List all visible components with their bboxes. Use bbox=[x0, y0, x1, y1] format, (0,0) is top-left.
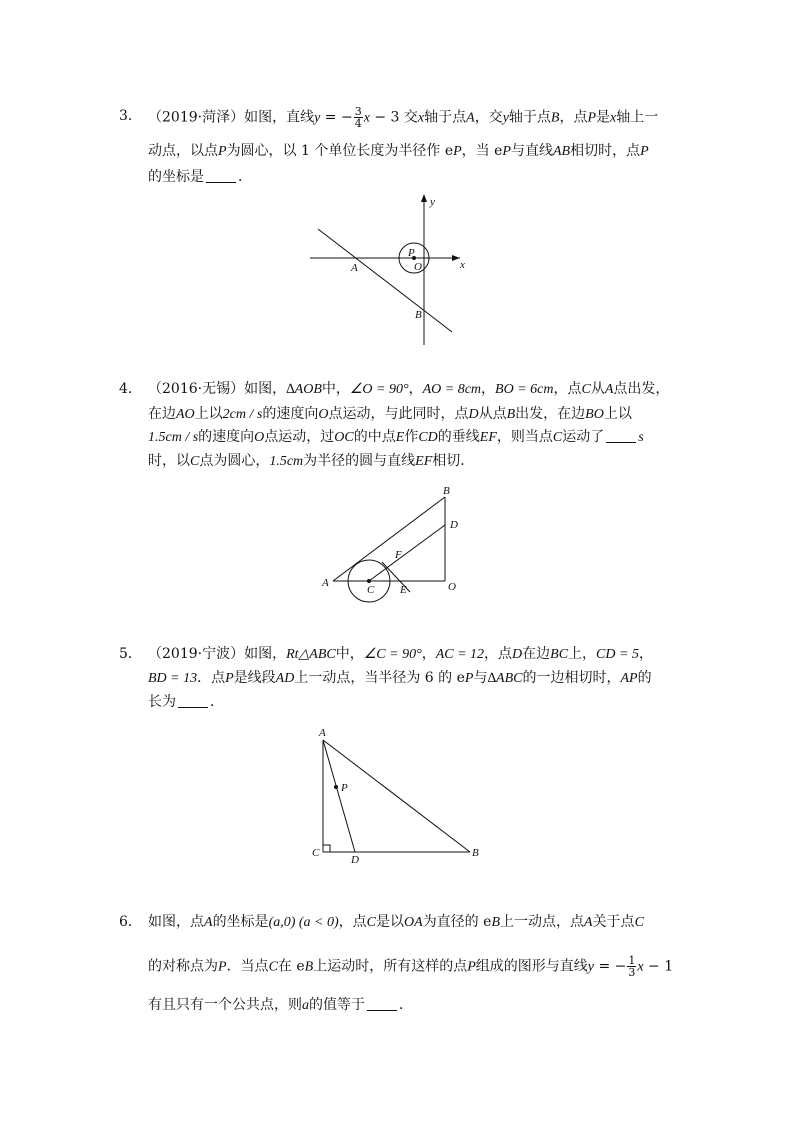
label-d: D bbox=[450, 519, 458, 531]
question-6-number: 6． bbox=[119, 914, 142, 930]
question-4-number: 4． bbox=[119, 381, 142, 397]
question-5-line-1: （2019·宁波）如图，Rt△ABC中，∠C = 90°，AC = 12，点D在边BC上，CD = 5， bbox=[148, 646, 653, 662]
label-c: C bbox=[312, 847, 320, 859]
label-c: C bbox=[367, 584, 375, 596]
question-3-number: 3． bbox=[119, 108, 142, 124]
question-3-line-3: 的坐标是 ． bbox=[148, 169, 252, 185]
answer-blank[interactable] bbox=[367, 996, 397, 1011]
segment-ab bbox=[323, 740, 470, 852]
label-a: A bbox=[319, 727, 326, 739]
question-5-line-2: BD = 13．点P是线段AD上一动点，当半径为 6 的 eP与∆ABC的一边相切时，AP的 bbox=[148, 670, 652, 686]
label-p: P bbox=[408, 247, 415, 259]
question-4-line-3: 1.5cm / s的速度向O点运动，过OC的中点E作CD的垂线EF，则当点C运动了 s bbox=[148, 429, 644, 445]
right-angle-mark bbox=[323, 845, 330, 852]
label-e: E bbox=[400, 584, 407, 596]
label-d: D bbox=[351, 854, 359, 866]
label-a: A bbox=[351, 262, 358, 274]
label-o: O bbox=[414, 261, 422, 273]
label-b: B bbox=[415, 309, 422, 321]
label-b: B bbox=[472, 847, 479, 859]
segment-ad bbox=[323, 740, 355, 852]
label-a: A bbox=[322, 577, 329, 589]
question-3-line-2: 动点，以点P为圆心，以 1 个单位长度为半径作 eP，当 eP与直线AB相切时，点P bbox=[148, 143, 649, 159]
label-x: x bbox=[460, 259, 465, 271]
question-5-line-3: 长为 ． bbox=[148, 694, 224, 710]
fraction-3-4: $\frac{3}{4}$ bbox=[354, 105, 362, 130]
label-o: O bbox=[448, 581, 456, 593]
label-b: B bbox=[443, 485, 450, 497]
question-5-number: 5． bbox=[119, 646, 142, 662]
question-3-line-1: （2019·菏泽）如图，直线y = − $\frac{3}{4}$ x − 3 交x轴于点A，交y轴于点B，点P是x轴上一 bbox=[148, 105, 659, 130]
question-6-line-2: 的对称点为P．当点C在 eB上运动时，所有这样的点P组成的图形与直线y = − $\frac{1}{3}$ x − 1 bbox=[148, 954, 674, 979]
question-4-line-1: （2016·无锡）如图，∆AOB中，∠O = 90°，AO = 8cm，BO = 6cm，点C从A点出发， bbox=[148, 381, 670, 397]
question-4-line-2: 在边AO上以2cm / s的速度向O点运动，与此同时，点D从点B出发，在边BO上以 bbox=[148, 406, 632, 422]
label-y: y bbox=[430, 196, 435, 208]
label-p: P bbox=[341, 782, 348, 794]
label-f: F bbox=[395, 549, 402, 561]
question-6-line-3: 有且只有一个公共点，则a的值等于 ． bbox=[148, 997, 413, 1013]
fraction-1-3: $\frac{1}{3}$ bbox=[628, 954, 636, 979]
point-p bbox=[334, 785, 338, 789]
question-4-line-4: 时，以C点为圆心，1.5cm为半径的圆与直线EF相切． bbox=[148, 453, 475, 469]
question-6-line-1: 如图，点A的坐标是(a,0) (a < 0)，点C是以OA为直径的 eB上一动点，点A关于点C bbox=[148, 914, 644, 930]
